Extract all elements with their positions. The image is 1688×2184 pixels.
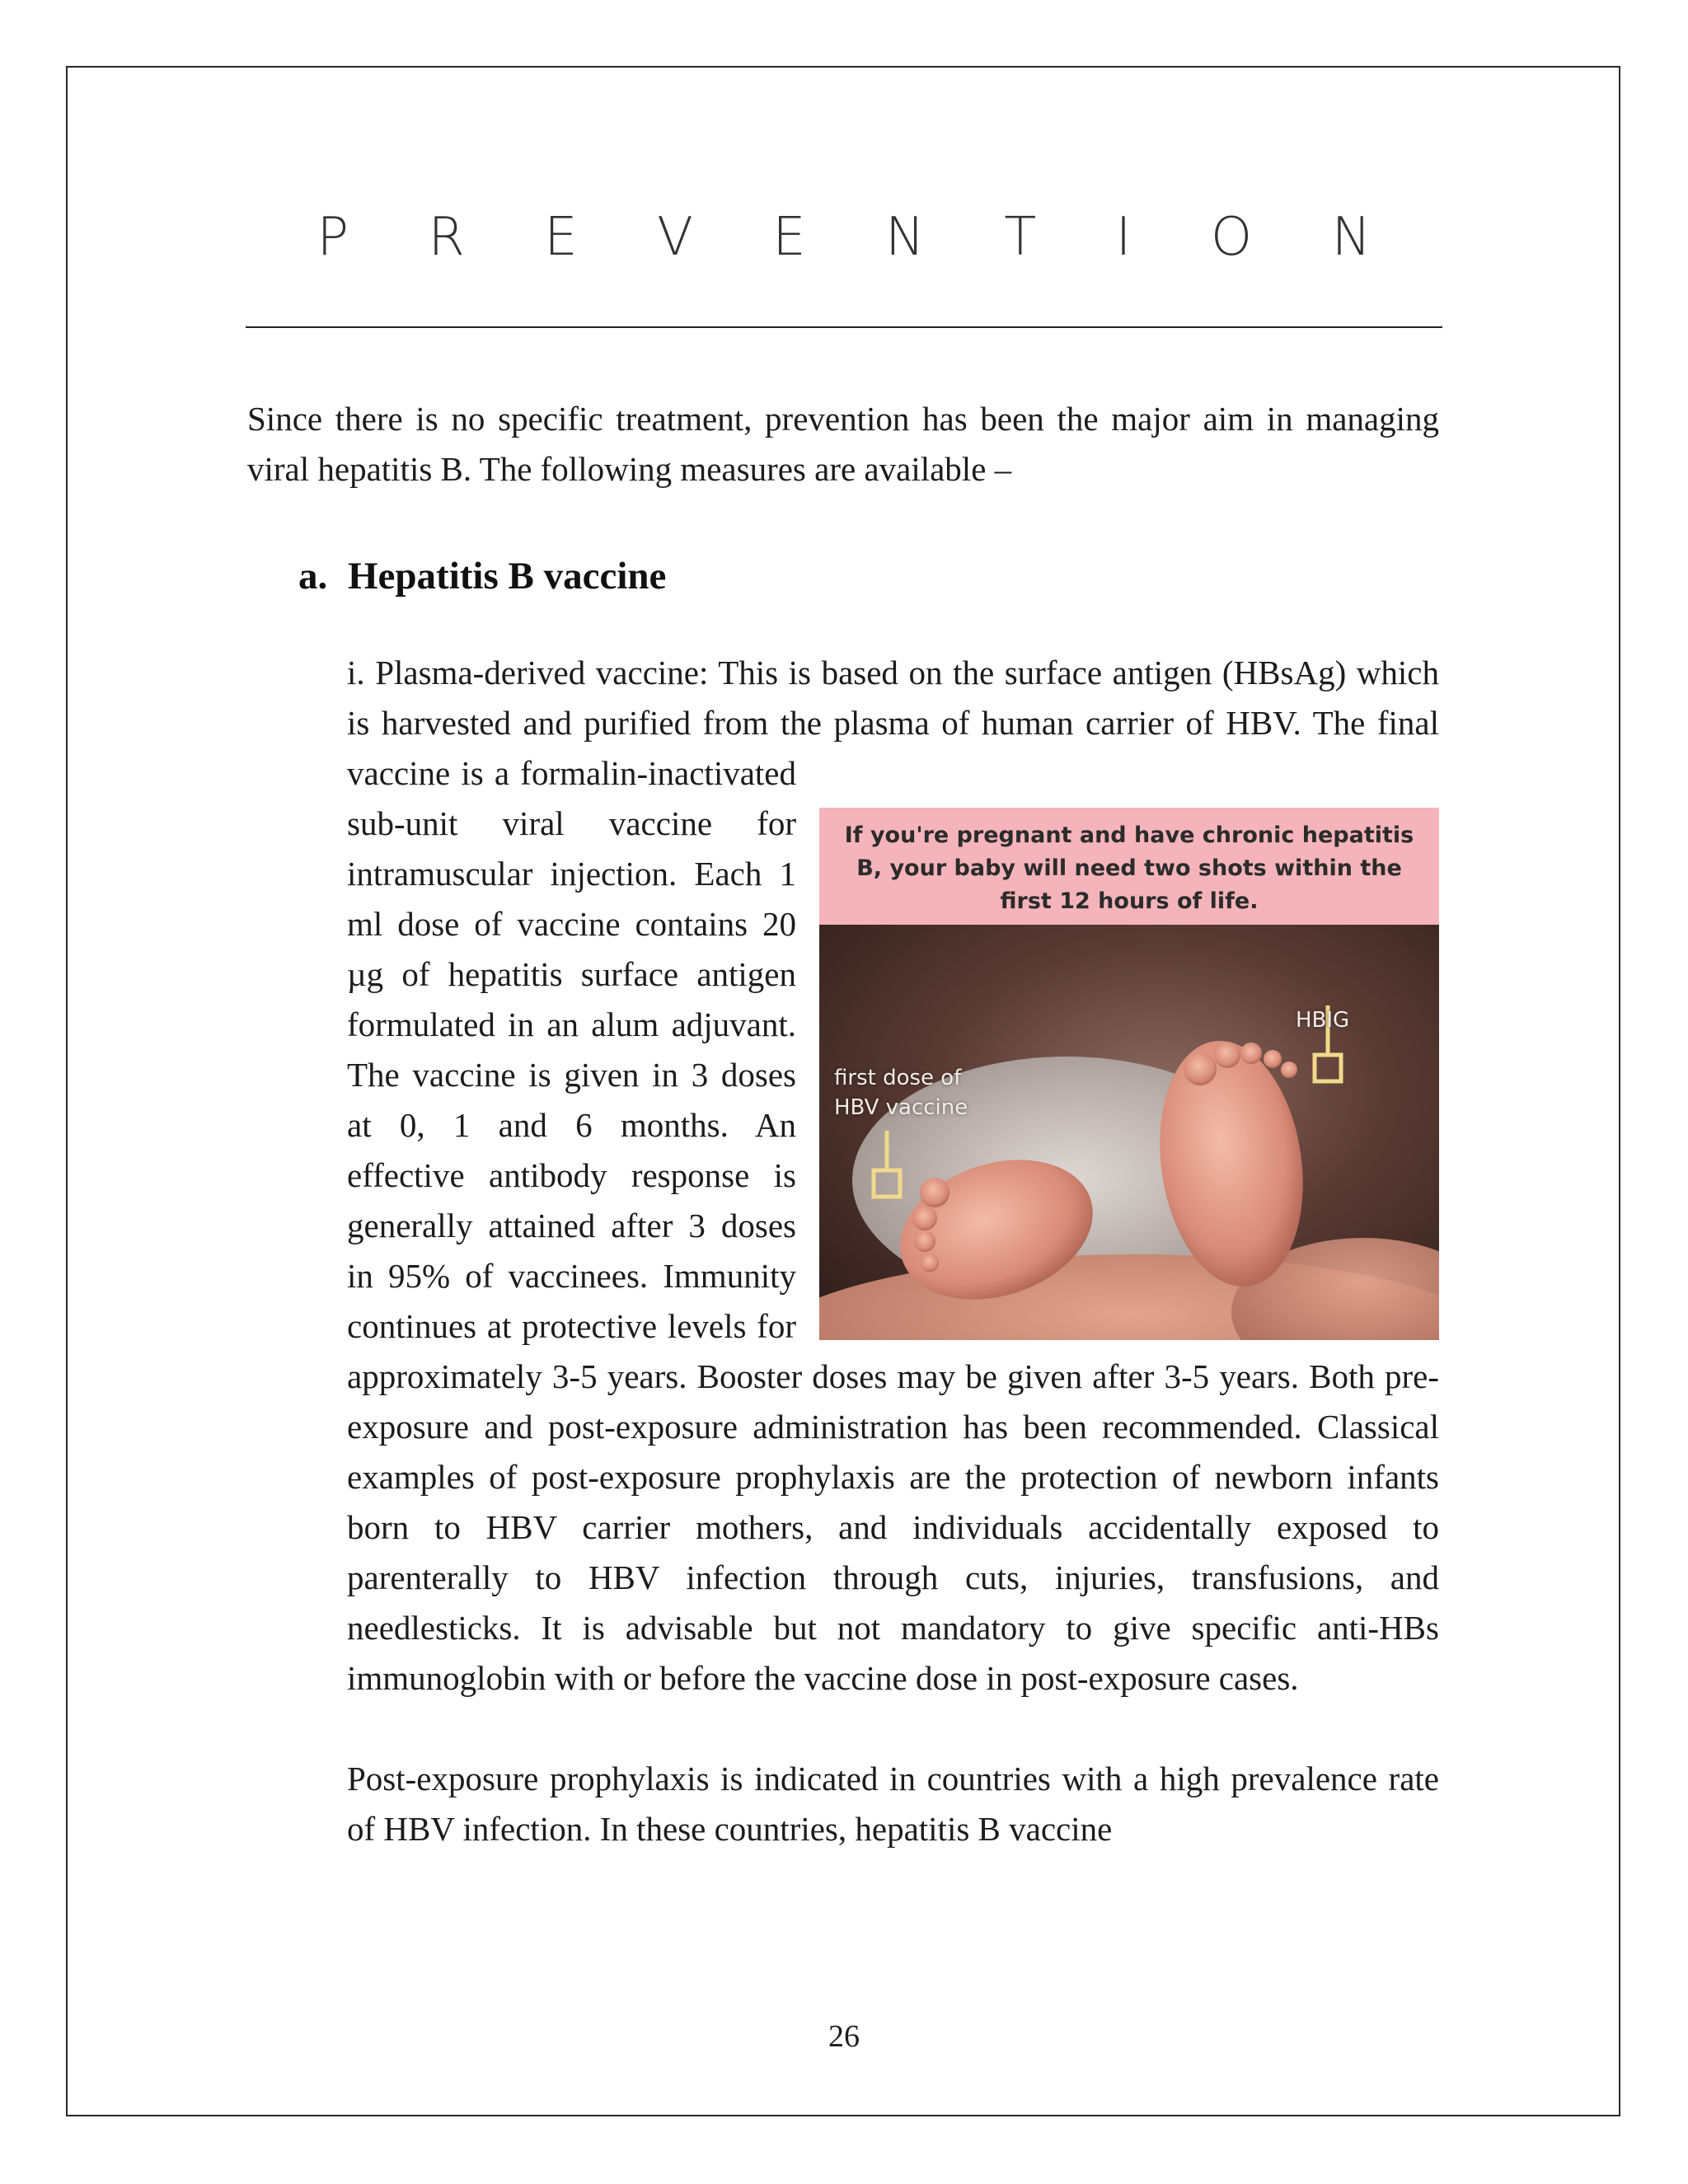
baby-feet-photo	[819, 925, 1439, 1340]
newborn-vaccine-figure	[819, 808, 1439, 1340]
section-heading	[298, 547, 666, 605]
label-first-dose	[834, 1063, 968, 1122]
page-title: P R E V E N T I O N	[316, 207, 1403, 268]
paragraph-gap	[347, 1704, 1439, 1754]
label-first-dose-line2: HBV vaccine	[834, 1095, 968, 1120]
label-hbig: HBIG	[1296, 1008, 1350, 1033]
post-exposure-paragraph: Post-exposure prophylaxis is indicated in countries with a high prevalence rate of HBV infection. In these countries, hepatitis B vaccine	[347, 1760, 1439, 1848]
title-divider	[246, 326, 1442, 328]
vaccine-body	[347, 648, 1439, 1854]
section-marker: a.	[298, 555, 328, 598]
figure-banner: If you're pregnant and have chronic hepatitis B, your baby will need two shots within the first 12 hours of life.	[819, 808, 1439, 925]
label-first-dose-line1: first dose of	[834, 1066, 962, 1090]
intro-paragraph: Since there is no specific treatment, prevention has been the major aim in managing viral hepatitis B. The following measures are available –	[247, 400, 1439, 488]
page-number: 26	[828, 2019, 860, 2054]
section-heading-text: Hepatitis B vaccine	[348, 555, 667, 598]
vaccine-paragraph: i. Plasma-derived vaccine: This is based on the surface antigen (HBsAg) which is harvested and purified from the plasma of human carrier of HBV. The final vaccine is a formalin-inactivated sub-unit viral vaccine for intramuscular injection. Each 1 ml dose of vaccine contains 20 µg of hepatitis surface antigen formulated in an alum adjuvant. The vaccine is given in 3 doses at 0, 1 and 6 months. An effective antibody response is generally attained after 3 doses in 95% of vaccinees. Immunity continues at protective levels for approximately 3-5 years. Booster doses may be given after 3-5 years. Both pre-exposure and post-exposure administration has been recommended. Classical examples of post-exposure prophylaxis are the protection of newborn infants born to HBV carrier mothers, and individuals accidentally exposed to parenterally to HBV infection through cuts, injuries, transfusions, and needlesticks. It is advisable but not mandatory to give specific anti-HBs immunoglobin with or before the vaccine dose in post-exposure cases.	[347, 654, 1439, 1697]
